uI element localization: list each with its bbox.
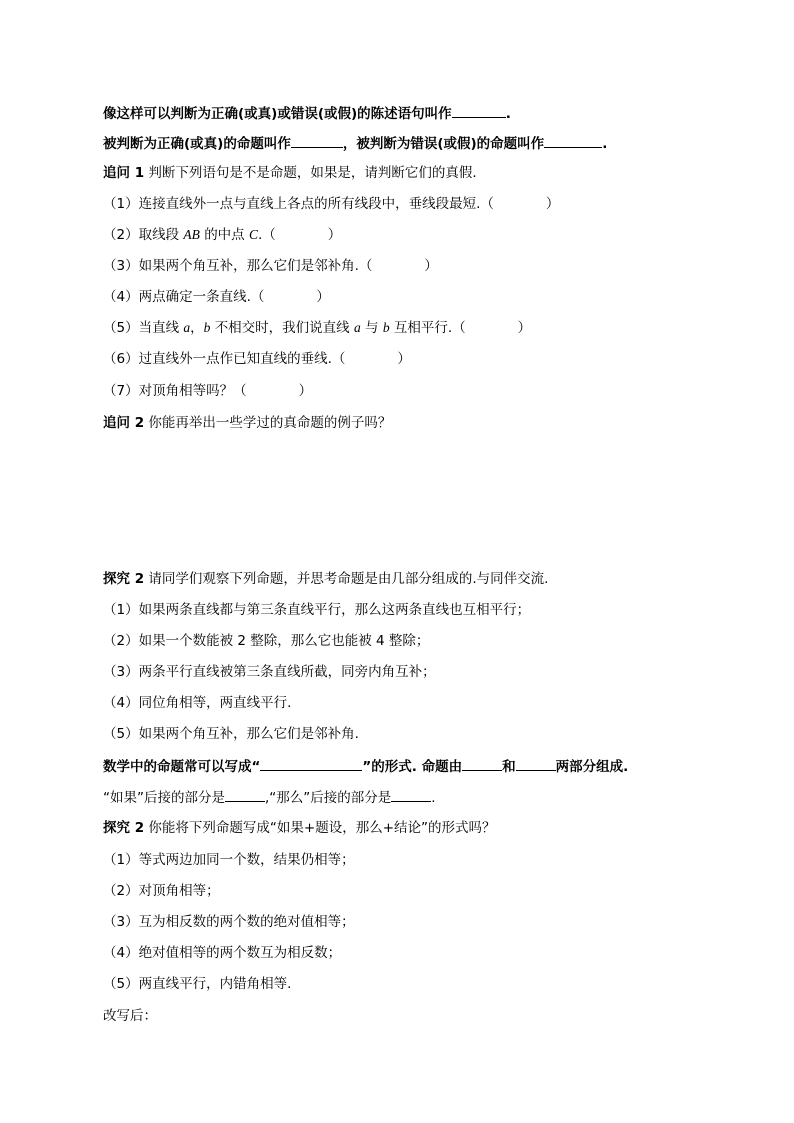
variable-label: b — [203, 320, 211, 335]
section-prompt: 判断下列语句是不是命题，如果是，请判断它们的真假. — [148, 165, 477, 181]
item-text: （4）两点确定一条直线.（ — [103, 289, 265, 305]
followup1-item-4 — [103, 287, 330, 307]
explore2a-item-4 — [103, 693, 291, 713]
followup1-heading — [103, 163, 477, 183]
close-paren: ） — [327, 227, 342, 243]
item-text: 互相平行.（ — [393, 320, 466, 336]
item-text: ， — [190, 320, 204, 336]
rewrite-label-text: 改写后： — [103, 1008, 157, 1024]
section-title: 探究 2 — [103, 571, 145, 587]
explore2a-item-1 — [103, 600, 530, 620]
variable-label: b — [382, 320, 390, 335]
item-text: （3）两条平行直线被第三条直线所截，同旁内角互补； — [103, 664, 436, 680]
definition-text: 像这样可以判断为正确(或真)或错误(或假)的陈述语句叫作 — [103, 106, 452, 122]
answer-blank[interactable] — [452, 103, 506, 118]
variable-label: a — [183, 320, 191, 335]
item-text: .（ — [258, 227, 276, 243]
summary-line-2 — [103, 787, 436, 808]
explore2a-item-5 — [103, 724, 359, 744]
variable-label: a — [353, 320, 361, 335]
answer-blank[interactable] — [544, 133, 602, 148]
followup1-item-1 — [103, 194, 559, 214]
answer-blank[interactable] — [260, 756, 362, 771]
item-text: 不相交时，我们说直线 — [214, 320, 350, 336]
explore2b-item-1 — [103, 850, 355, 870]
item-text: （3）互为相反数的两个数的绝对值相等； — [103, 914, 355, 930]
summary-text: ,“那么”后接的部分是 — [265, 790, 392, 806]
answer-blank[interactable] — [516, 756, 556, 771]
item-text: （2）对顶角相等； — [103, 883, 220, 899]
variable-label: C — [248, 227, 258, 242]
explore2b-heading — [103, 818, 496, 838]
item-text: （4）同位角相等，两直线平行. — [103, 695, 292, 711]
item-text: （5）当直线 — [103, 320, 180, 336]
answer-blank[interactable] — [391, 787, 431, 802]
section-title: 追问 1 — [103, 165, 145, 181]
close-paren: ） — [397, 351, 411, 367]
item-text: （4）绝对值相等的两个数互为相反数； — [103, 945, 342, 961]
section-prompt: 请同学们观察下列命题，并思考命题是由几部分组成的.与同伴交流. — [148, 571, 549, 587]
answer-blank[interactable] — [225, 787, 265, 802]
explore2b-item-5 — [103, 974, 291, 994]
section-prompt: 你能再举出一些学过的真命题的例子吗？ — [148, 415, 392, 431]
answer-blank[interactable] — [291, 133, 343, 148]
close-paren: ） — [517, 320, 532, 336]
item-text: 与 — [365, 320, 379, 336]
section-title: 追问 2 — [103, 415, 145, 431]
item-text: （7）对顶角相等吗？（ — [103, 383, 247, 399]
section-prompt: 你能将下列命题写成“如果+题设，那么+结论”的形式吗？ — [148, 820, 496, 836]
summary-text: ”的形式. 命题由 — [362, 759, 463, 775]
item-text: （2）取线段 — [103, 227, 180, 243]
followup2-heading — [103, 413, 391, 433]
close-paren: ） — [545, 196, 560, 212]
definition-line-1 — [103, 103, 511, 124]
explore2b-item-3 — [103, 912, 355, 932]
variable-label: AB — [183, 227, 200, 242]
item-text: （3）如果两个角互补，那么它们是邻补角.（ — [103, 258, 373, 274]
item-text: 的中点 — [204, 227, 245, 243]
followup1-item-2 — [103, 225, 341, 245]
explore2a-item-3 — [103, 662, 436, 682]
close-paren: ） — [298, 383, 313, 399]
followup1-item-3 — [103, 256, 438, 276]
summary-text: 两部分组成. — [555, 759, 629, 775]
item-text: （1）如果两条直线都与第三条直线平行，那么这两条直线也互相平行； — [103, 602, 531, 618]
item-text: （2）如果一个数能被 2 整除，那么它也能被 4 整除； — [103, 633, 430, 649]
followup1-item-6 — [103, 349, 411, 369]
item-text: （1）连接直线外一点与直线上各点的所有线段中，垂线段最短.（ — [103, 196, 494, 212]
answer-blank[interactable] — [462, 756, 502, 771]
definition-line-2 — [103, 133, 607, 154]
definition-text: 被判断为正确(或真)的命题叫作 — [103, 136, 291, 152]
rewrite-label — [103, 1006, 157, 1026]
followup1-item-7 — [103, 381, 312, 401]
item-text: （5）两直线平行，内错角相等. — [103, 976, 292, 992]
summary-text: 和 — [502, 759, 516, 775]
period: . — [602, 136, 608, 152]
explore2b-item-4 — [103, 943, 341, 963]
close-paren: ） — [424, 258, 438, 274]
item-text: （6）过直线外一点作已知直线的垂线.（ — [103, 351, 346, 367]
followup1-item-5 — [103, 318, 531, 338]
period: . — [431, 790, 436, 806]
period: . — [505, 106, 511, 122]
item-text: （1）等式两边加同一个数，结果仍相等； — [103, 852, 355, 868]
item-text: （5）如果两个角互补，那么它们是邻补角. — [103, 726, 359, 742]
explore2a-item-2 — [103, 631, 429, 651]
explore2a-heading — [103, 569, 548, 589]
summary-line-1 — [103, 756, 628, 777]
close-paren: ） — [316, 289, 330, 305]
summary-text: “如果”后接的部分是 — [103, 790, 225, 806]
definition-text: ，被判断为错误(或假)的命题叫作 — [342, 136, 545, 152]
summary-text: 数学中的命题常可以写成“ — [103, 759, 261, 775]
explore2b-item-2 — [103, 881, 220, 901]
section-title: 探究 2 — [103, 820, 145, 836]
